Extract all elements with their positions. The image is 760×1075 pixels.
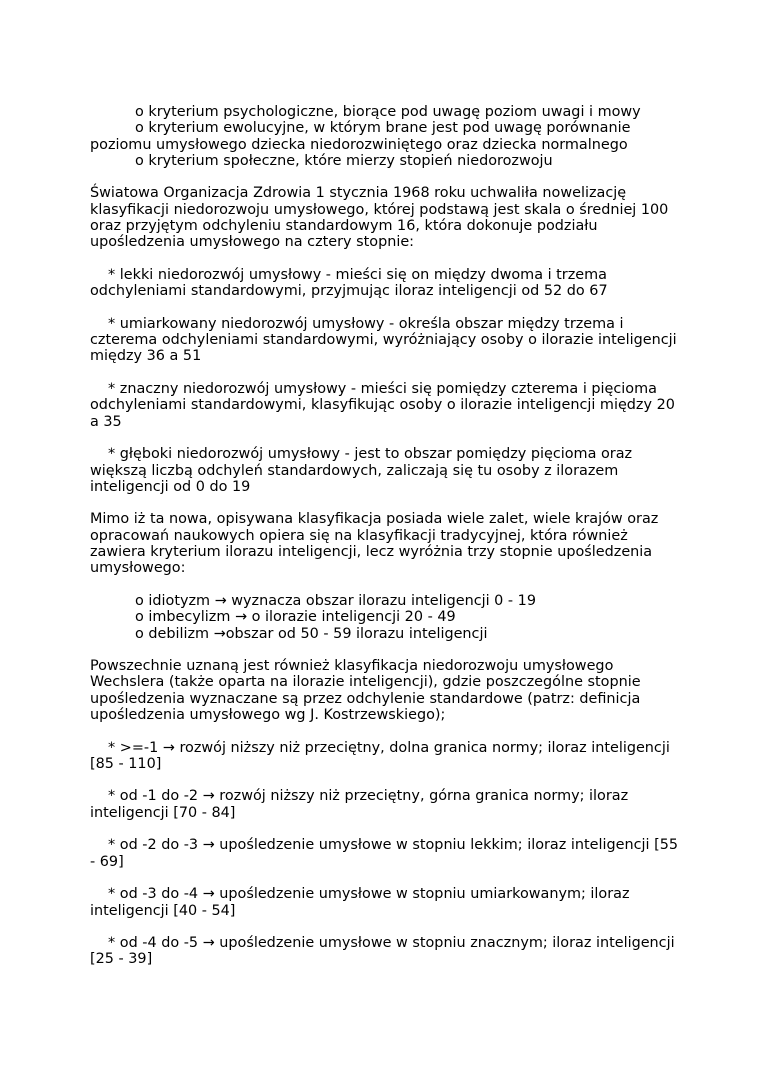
paragraph-line: Mimo iż ta nowa, opisywana klasyfikacja posiada wiele zalet, wiele krajów oraz bbox=[90, 511, 659, 528]
criterion-line: poziomu umysłowego dziecka niedorozwiniętego oraz dziecka normalnego bbox=[90, 136, 628, 153]
list-item: * lekki niedorozwój umysłowy - mieści się on między dwoma i trzema odchyleniami standardowymi, przyjmując iloraz inteligencji od 52 do 67 bbox=[90, 266, 608, 300]
criterion-line: o kryterium społeczne, które mierzy stopień niedorozwoju bbox=[135, 152, 553, 169]
who-levels-list bbox=[90, 267, 680, 495]
list-item: * od -1 do -2 → rozwój niższy niż przeciętny, górna granica normy; iloraz inteligencji [70 - 84] bbox=[90, 788, 629, 821]
list-item: o imbecylizm → o ilorazie inteligencji 20 - 49 bbox=[135, 609, 456, 626]
paragraph-line: opracowań naukowych opiera się na klasyfikacji tradycyjnej, która również bbox=[90, 527, 628, 544]
wechsler-levels-list bbox=[90, 740, 680, 968]
paragraph-line: upośledzenia umysłowego na cztery stopnie: bbox=[90, 234, 415, 251]
list-item: * od -3 do -4 → upośledzenie umysłowe w stopniu umiarkowanym; iloraz inteligencji [40 - 54] bbox=[90, 886, 630, 919]
paragraph-line: zawiera kryterium ilorazu inteligencji, lecz wyróżnia trzy stopnie upośledzenia bbox=[90, 544, 653, 561]
paragraph-line: Wechslera (także oparta na ilorazie inteligencji), gdzie poszczególne stopnie bbox=[90, 674, 641, 691]
list-item: o debilizm →obszar od 50 - 59 ilorazu inteligencji bbox=[135, 625, 488, 642]
traditional-paragraph bbox=[90, 511, 680, 576]
criterion-line: o kryterium psychologiczne, biorące pod uwagę poziom uwagi i mowy bbox=[135, 104, 641, 120]
list-item: * od -2 do -3 → upośledzenie umysłowe w stopniu lekkim; iloraz inteligencji [55 - 69] bbox=[90, 837, 679, 870]
document-page bbox=[90, 104, 680, 968]
paragraph-line: upośledzenia wyznaczane są przez odchylenie standardowe (patrz: definicja bbox=[90, 690, 641, 707]
paragraph-line: Światowa Organizacja Zdrowia 1 stycznia 1968 roku uchwaliła nowelizację bbox=[90, 185, 627, 202]
list-item: * od -4 do -5 → upośledzenie umysłowe w stopniu znacznym; iloraz inteligencji [25 - 39] bbox=[90, 935, 675, 968]
who-paragraph bbox=[90, 185, 680, 250]
paragraph-line: upośledzenia umysłowego wg J. Kostrzewskiego); bbox=[90, 706, 446, 723]
wechsler-paragraph bbox=[90, 658, 680, 723]
criteria-list bbox=[90, 104, 680, 169]
paragraph-line: klasyfikacji niedorozwoju umysłowego, której podstawą jest skala o średniej 100 bbox=[90, 201, 669, 218]
list-item: * >=-1 → rozwój niższy niż przeciętny, dolna granica normy; iloraz inteligencji [85 - 110] bbox=[90, 739, 670, 772]
list-item: * głęboki niedorozwój umysłowy - jest to obszar pomiędzy pięcioma oraz większą liczbą odchyleń standardowych, zaliczają się tu osoby z ilorazem inteligencji od 0 do 19 bbox=[90, 446, 633, 495]
list-item: o idiotyzm → wyznacza obszar ilorazu inteligencji 0 - 19 bbox=[135, 592, 536, 609]
list-item: * znaczny niedorozwój umysłowy - mieści się pomiędzy czterema i pięcioma odchyleniami standardowymi, klasyfikując osoby o ilorazie inteligencji między 20 a 35 bbox=[90, 381, 675, 430]
criterion-line: o kryterium ewolucyjne, w którym brane jest pod uwagę porównanie bbox=[135, 120, 631, 137]
list-item: * umiarkowany niedorozwój umysłowy - określa obszar między trzema i czterema odchyleniami standardowymi, wyróżniający osoby o ilorazie inteligencji między 36 a 51 bbox=[90, 315, 677, 365]
traditional-levels-list bbox=[90, 593, 680, 642]
paragraph-line: oraz przyjętym odchyleniu standardowym 16, która dokonuje podziału bbox=[90, 218, 598, 235]
paragraph-line: umysłowego: bbox=[90, 560, 186, 577]
paragraph-line: Powszechnie uznaną jest również klasyfikacja niedorozwoju umysłowego bbox=[90, 658, 614, 675]
